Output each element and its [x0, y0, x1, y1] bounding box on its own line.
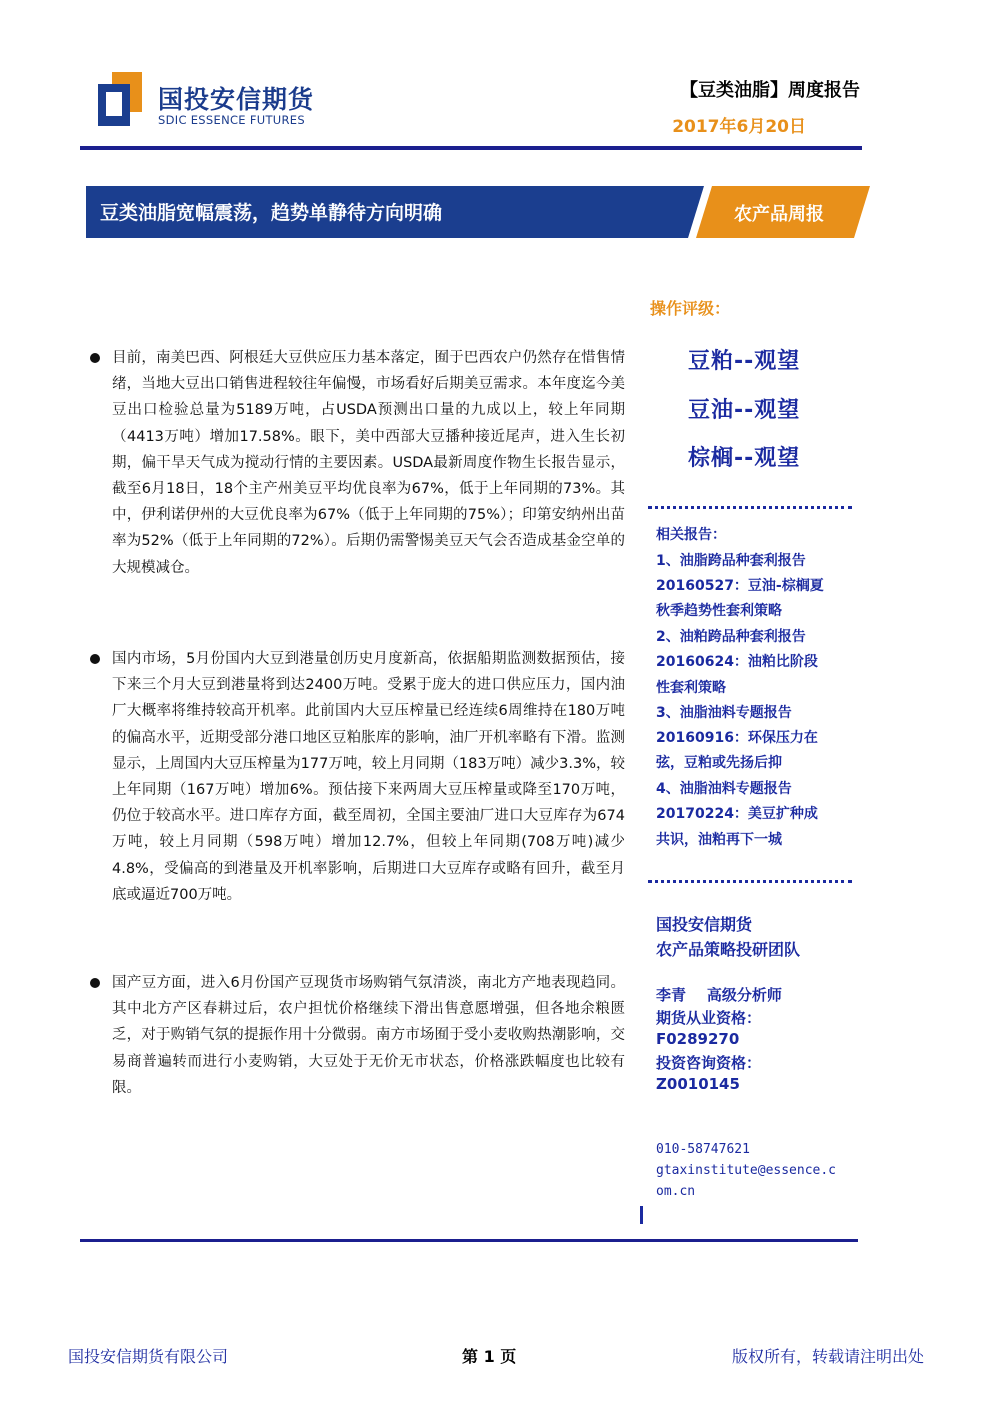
related-report-line: 20160624：油粕比阶段	[656, 654, 818, 670]
sidebar-accent-bar	[640, 1206, 643, 1224]
related-reports-title: 相关报告：	[656, 527, 726, 543]
advisory-license-label: 投资咨询资格：	[656, 1054, 762, 1072]
paragraph	[90, 345, 625, 581]
contact-email: gtaxinstitute@essence.c	[656, 1163, 837, 1178]
related-report-line: 秋季趋势性套利策略	[656, 603, 782, 619]
rating-soymeal: 豆粕--观望	[688, 349, 801, 374]
related-report-line: 性套利策略	[656, 680, 726, 696]
rating-label: 操作评级：	[650, 299, 731, 318]
rating-soyoil: 豆油--观望	[688, 398, 801, 423]
team-company: 国投安信期货	[656, 915, 753, 934]
related-report-line: 3、油脂油料专题报告	[656, 705, 792, 721]
page-number: 第 1 页	[462, 1347, 517, 1366]
rating-palm: 棕榈--观望	[688, 446, 801, 471]
paragraph	[90, 970, 625, 1101]
footer-divider	[80, 1239, 858, 1242]
contact-phone: 010-58747621	[656, 1142, 750, 1157]
footer-rights: 版权所有，转载请注明出处	[731, 1347, 924, 1366]
related-report-line: 2、油粕跨品种套利报告	[656, 629, 806, 645]
sidebar-divider	[648, 880, 852, 883]
report-date: 2017年6月20日	[672, 117, 806, 137]
paragraph-text: 国内市场，5月份国内大豆到港量创历史月度新高，依据船期监测数据预估，接下来三个月大豆到港量将到达2400万吨。受累于庞大的进口供应压力，国内油厂大概率将维持较高开机率。此前国内大豆压榨量已经连续6周维持在180万吨的偏高水平，近期受部分港口地区豆粕胀库的影响，油厂开机率略有下滑。监测显示，上周国内大豆压榨量为177万吨，较上月同期（183万吨）减少3.3%，较上年同期（167万吨）增加6%。预估接下来两周大豆压榨量或降至170万吨，仍位于较高水平。进口库存方面，截至周初，全国主要油厂进口大豆库存为674万吨，较上月同期（598万吨）增加12.7%，但较上年同期(708万吨)减少4.8%，受偏高的到港量及开机率影响，后期进口大豆库存或略有回升，截至月底或逼近700万吨。	[112, 651, 625, 903]
bullet-icon	[90, 978, 100, 988]
related-report-line: 20170224：美豆扩种成	[656, 806, 818, 822]
company-logo-icon	[98, 72, 142, 126]
bullet-icon	[90, 654, 100, 664]
related-report-line: 20160916：环保压力在	[656, 730, 818, 746]
related-report-line: 1、油脂跨品种套利报告	[656, 553, 806, 569]
company-name-cn: 国投安信期货	[158, 85, 315, 114]
futures-license-label: 期货从业资格：	[656, 1009, 762, 1027]
company-name-en: SDIC ESSENCE FUTURES	[158, 113, 305, 127]
paragraph-text: 国产豆方面，进入6月份国产豆现货市场购销气氛清淡，南北方产地表现趋同。其中北方产区春耕过后，农户担忧价格继续下滑出售意愿增强，但各地余粮匮乏，对于购销气氛的提振作用十分微弱。南方市场囿于受小麦收购热潮影响，交易商普遍转而进行小麦购销，大豆处于无价无市状态，价格涨跌幅度也比较有限。	[112, 975, 625, 1096]
advisory-license-number: Z0010145	[656, 1075, 740, 1093]
footer-company: 国投安信期货有限公司	[68, 1347, 229, 1366]
team-name: 农产品策略投研团队	[656, 940, 801, 959]
paragraph-text: 目前，南美巴西、阿根廷大豆供应压力基本落定，囿于巴西农户仍然存在惜售情绪，当地大豆出口销售进程较往年偏慢，市场看好后期美豆需求。本年度迄今美豆出口检验总量为5189万吨，占USDA预测出口量的九成以上，较上年同期（4413万吨）增加17.58%。眼下，美中西部大豆播种接近尾声，进入生长初期，偏干旱天气成为搅动行情的主要因素。USDA最新周度作物生长报告显示，截至6月18日，18个主产州美豆平均优良率为67%，低于上年同期的73%。其中，伊利诺伊州的大豆优良率为67%（低于上年同期的75%）；印第安纳州出苗率为52%（低于上年同期的72%）。后期仍需警惕美豆天气会否造成基金空单的大规模减仓。	[112, 350, 625, 576]
paragraph	[90, 646, 625, 908]
bullet-icon	[90, 353, 100, 363]
analyst-name: 李青 高级分析师	[656, 986, 782, 1004]
sidebar-divider	[648, 506, 852, 509]
related-report-line: 共识，油粕再下一城	[656, 832, 782, 848]
header-divider	[80, 146, 862, 150]
contact-email-continued: om.cn	[656, 1184, 696, 1199]
report-tag: 【豆类油脂】周度报告	[680, 80, 860, 101]
futures-license-number: F0289270	[656, 1030, 740, 1048]
related-report-line: 20160527：豆油-棕榈夏	[656, 578, 824, 594]
report-category: 农产品周报	[734, 204, 824, 225]
related-report-line: 弦，豆粕或先扬后抑	[656, 755, 782, 771]
related-report-line: 4、油脂油料专题报告	[656, 781, 792, 797]
report-title: 豆类油脂宽幅震荡，趋势单静待方向明确	[100, 202, 443, 224]
